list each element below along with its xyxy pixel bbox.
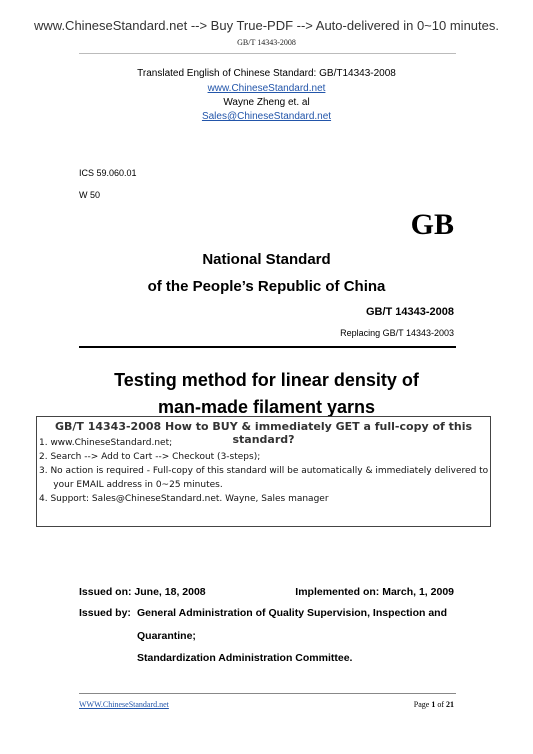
header-divider	[79, 53, 456, 54]
buy-step-2: 2. Search --> Add to Cart --> Checkout (3-steps);	[39, 452, 261, 462]
standard-number: GB/T 14343-2008	[365, 306, 454, 318]
footer-site-wrap	[79, 700, 169, 709]
issued-by-line-3: Standardization Administration Committee.	[137, 652, 353, 664]
buy-step-4: 4. Support: Sales@ChineseStandard.net. Wayne, Sales manager	[39, 494, 329, 504]
footer-page-number	[414, 700, 454, 709]
ics-code: ICS 59.060.01	[79, 168, 137, 178]
top-banner: www.ChineseStandard.net --> Buy True-PDF --> Auto-delivered in 0~10 minutes.	[34, 18, 499, 33]
footer-site-link[interactable]: WWW.ChineseStandard.net	[79, 700, 169, 709]
footer-page-total: 21	[446, 700, 454, 709]
main-title-line-1: Testing method for linear density of	[114, 370, 419, 390]
issued-by-line-1: General Administration of Quality Supervision, Inspection and	[137, 607, 447, 619]
translation-site-wrap	[0, 83, 533, 94]
replacing-standard: Replacing GB/T 14343-2003	[340, 328, 454, 338]
national-standard-title: National Standard	[202, 251, 331, 268]
title-divider	[79, 346, 456, 348]
footer-divider	[79, 693, 456, 694]
buy-box-title: GB/T 14343-2008 How to BUY & immediately GET a full-copy of this standard?	[54, 420, 473, 446]
header-standard-code: GB/T 14343-2008	[237, 38, 296, 47]
translation-email-link[interactable]: Sales@ChineseStandard.net	[201, 111, 332, 122]
buy-step-3: 3. No action is required - Full-copy of this standard will be automatically & immediately delivered to	[39, 466, 489, 476]
issued-by-line-2: Quarantine;	[137, 630, 196, 642]
footer-page-current: 1	[431, 700, 436, 709]
footer-of-label: of	[437, 700, 444, 709]
buy-step-3-cont: your EMAIL address in 0~25 minutes.	[39, 480, 223, 490]
w-code: W 50	[79, 190, 101, 200]
issued-on: Issued on: June, 18, 2008	[79, 586, 206, 598]
issued-by-label: Issued by:	[79, 607, 131, 619]
translation-line: Translated English of Chinese Standard: GB/T14343-2008	[137, 68, 396, 79]
translation-email-wrap	[0, 111, 533, 122]
gb-logo: GB	[410, 208, 454, 241]
footer-page-label: Page	[413, 700, 430, 709]
main-title-line-2: man-made filament yarns	[157, 397, 376, 417]
national-standard-subtitle: of the People’s Republic of China	[147, 278, 386, 295]
buy-info-box	[36, 416, 491, 527]
translation-author: Wayne Zheng et. al	[223, 97, 310, 108]
buy-step-1: 1. www.ChineseStandard.net;	[39, 438, 173, 448]
implemented-on: Implemented on: March, 1, 2009	[295, 586, 454, 598]
translation-site-link[interactable]: www.ChineseStandard.net	[207, 83, 326, 94]
